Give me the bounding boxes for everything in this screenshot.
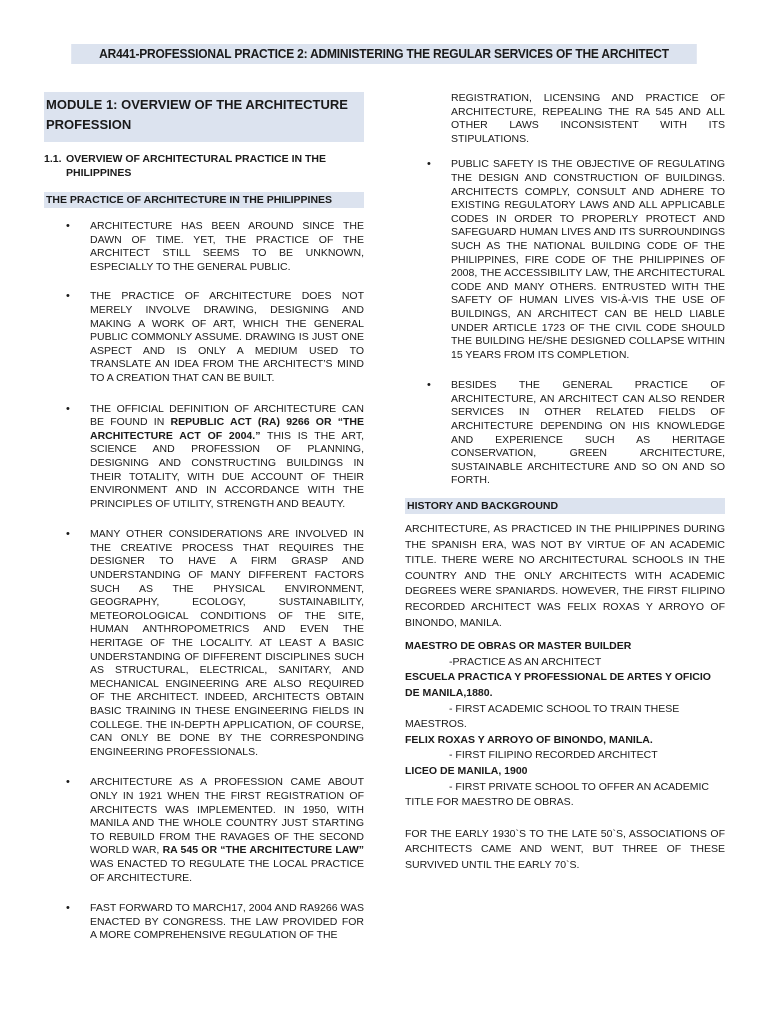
bullet-text: FAST FORWARD TO MARCH17, 2004 AND RA9266 WAS ENACTED BY CONGRESS. THE LAW PROVIDED FOR A MORE COMPREHENSIVE REGULATION OF THE — [90, 902, 364, 942]
left-column — [44, 92, 364, 959]
document-title: AR441-PROFESSIONAL PRACTICE 2: ADMINISTERING THE REGULAR SERVICES OF THE ARCHITECT — [71, 44, 697, 64]
subsection-title: OVERVIEW OF ARCHITECTURAL PRACTICE IN THE PHILIPPINES — [66, 153, 326, 179]
entry-title: MAESTRO DE OBRAS OR MASTER BUILDER — [405, 640, 632, 653]
bullet-text: WAS ENACTED TO REGULATE THE LOCAL PRACTICE OF ARCHITECTURE. — [90, 857, 364, 884]
list-item — [44, 902, 364, 943]
bullet-text: THE OFFICIAL DEFINITION OF ARCHITECTURE CAN BE FOUND IN — [90, 402, 364, 429]
bullet-text: THIS IS THE ART, SCIENCE AND PROFESSION OF PLANNING, DESIGNING AND CONSTRUCTING BUILDINGS IN THEIR TOTALITY, WITH DUE ACCOUNT OF THEIR ENVIRONMENT AND IN ACCORDANCE WITH THE PRINCIPLES OF UTILITY, STRENGTH AND BEAUTY. — [90, 429, 364, 510]
bullet-icon: • — [427, 158, 431, 171]
history-entry — [405, 764, 725, 811]
list-item — [44, 220, 364, 274]
bullet-text: ARCHITECTURE HAS BEEN AROUND SINCE THE DAWN OF TIME. YET, THE PRACTICE OF THE ARCHITECT STILL SEEMS TO BE UNKNOWN, ESPECIALLY TO THE GENERAL PUBLIC. — [90, 220, 364, 273]
entry-title: ESCUELA PRACTICA Y PROFESSIONAL DE ARTES Y OFICIO DE MANILA,1880. — [405, 671, 711, 699]
bullet-icon: • — [66, 528, 70, 541]
subsection-number: 1.1. — [44, 153, 62, 165]
bullet-icon: • — [66, 776, 70, 789]
law-reference: RA 545 OR “THE ARCHITECTURE LAW” — [162, 844, 364, 857]
history-entry — [405, 733, 725, 764]
bullet-icon: • — [427, 379, 431, 392]
bullet-text: BESIDES THE GENERAL PRACTICE OF ARCHITECTURE, AN ARCHITECT CAN ALSO RENDER SERVICES IN OTHER RELATED FIELDS OF ARCHITECTURE DEPENDING ON HIS KNOWLEDGE AND EXPERIENCE SUCH AS HERITAGE CONSERVATION, GREEN ARCHITECTURE, SUSTAINABLE ARCHITECTURE AND SO ON AND SO FORTH. — [451, 379, 725, 487]
bullet-text: MANY OTHER CONSIDERATIONS ARE INVOLVED IN THE CREATIVE PROCESS THAT REQUIRES THE DESIGNER TO HAVE A FIRM GRASP AND UNDERSTANDING OF MANY DIFFERENT FACTORS SUCH AS THE PHYSICAL ENVIRONMENT, GEOGRAPHY, ECOLOGY, SUSTAINABILITY, METEOROLOGICAL CONDITIONS OF THE SITE, HUMAN ANTHROPOMETRICS AND EVEN THE HERITAGE OF THE LOCALITY. AT LEAST A BASIC UNDERSTANDING OF DIFFERENT DISCIPLINES SUCH AS STRUCTURAL, ELECTRICAL, SANITARY, AND MECHANICAL ENGINEERING ARE ALSO REQUIRED OF THE ARCHITECT. INDEED, ARCHITECTS OBTAIN BASIC TRAINING IN THESE ENGINEERING FIELDS IN COLLEGE. THE IN-DEPTH APPLICATION, OF COURSE, CAN ONLY BE DONE BY THE CORRESPONDING ENGINEERING PROFESSIONALS. — [90, 528, 364, 758]
history-entries — [405, 639, 725, 811]
history-entry — [405, 670, 725, 732]
list-item — [405, 379, 725, 488]
module-title: MODULE 1: OVERVIEW OF THE ARCHITECTURE PROFESSION — [44, 92, 364, 142]
subsection-heading — [44, 152, 364, 180]
bullet-icon: • — [66, 220, 70, 232]
list-item — [405, 158, 725, 362]
bullet-text: THE PRACTICE OF ARCHITECTURE DOES NOT MERELY INVOLVE DRAWING, DESIGNING AND MAKING A WORK OF ART, WHICH THE GENERAL PUBLIC COMMONLY ASSUME. DRAWING IS JUST ONE ASPECT AND IS ONLY A MEDIUM USED TO TRANSLATE AN IDEA FROM THE ARCHITECT’S MIND TO A CREATION THAT CAN BE BUILT. — [90, 290, 364, 384]
entry-description: - FIRST PRIVATE SCHOOL TO OFFER AN ACADEMIC TITLE FOR MAESTRO DE OBRAS. — [405, 780, 710, 809]
history-paragraph: ARCHITECTURE, AS PRACTICED IN THE PHILIPPINES DURING THE SPANISH ERA, WAS NOT BY VIRTUE OF AN ACADEMIC TITLE. THERE WERE NO ARCHITECTURAL SCHOOLS IN THE COUNTRY AND THE ONLY ARCHITECTS WITH ACADEMIC DEGREES WERE SPANIARDS. HOWEVER, THE FIRST FILIPINO RECORDED ARCHITECT WAS FELIX ROXAS Y ARROYO OF BINONDO, MANILA. — [405, 523, 725, 629]
law-reference: REPUBLIC ACT (RA) 9266 OR “THE ARCHITECTURE ACT OF 2004.” — [90, 416, 365, 442]
entry-title: FELIX ROXAS Y ARROYO OF BINONDO, MANILA. — [405, 733, 653, 746]
list-item — [44, 776, 364, 885]
entry-description: -PRACTICE AS AN ARCHITECT — [449, 655, 602, 668]
bullet-text: PUBLIC SAFETY IS THE OBJECTIVE OF REGULATING THE DESIGN AND CONSTRUCTION OF BUILDINGS. ARCHITECTS COMPLY, CONSULT AND ADHERE TO EXISTING REGULATORY LAWS AND ALL APPLICABLE CODES IN ORDER TO PROPERLY PROTECT AND SAFEGUARD HUMAN LIVES AND ITS SURROUNDINGS SUCH AS THE NATIONAL BUILDING CODE OF THE PHILIPPINES, FIRE CODE OF THE PHILIPPINES OF 2008, THE ACCESSIBILITY LAW, THE ARCHITECTURAL CODE AND MANY OTHERS. ENTRUSTED WITH THE SAFETY OF HUMAN LIVES VIS-À-VIS THE USE OF BUILDINGS, AN ARCHITECT CAN BE HELD LIABLE UNDER ARTICLE 1723 OF THE CIVIL CODE SHOULD THE BUILDING HE/SHE DESIGNED COLLAPSE WITHIN 15 YEARS FROM ITS COMPLETION. — [451, 158, 725, 361]
entry-title: LICEO DE MANILA, 1900 — [405, 764, 528, 777]
bullet-text: ARCHITECTURE AS A PROFESSION CAME ABOUT ONLY IN 1921 WHEN THE FIRST REGISTRATION OF ARCHITECTS WAS IMPLEMENTED. IN 1950, WITH MANILA AND THE WHOLE COUNTRY JUST STARTING TO REBUILD FROM THE RAVAGES OF THE SECOND WORLD WAR, — [90, 776, 364, 857]
right-column — [405, 92, 725, 874]
right-bullet-list — [405, 158, 725, 488]
practice-bullet-list — [44, 220, 364, 943]
list-item — [44, 528, 364, 759]
entry-description: - FIRST ACADEMIC SCHOOL TO TRAIN THESE MAESTROS. — [405, 702, 680, 731]
bullet-icon: • — [66, 290, 70, 303]
entry-description: - FIRST FILIPINO RECORDED ARCHITECT — [449, 749, 658, 762]
continued-bullet-text: REGISTRATION, LICENSING AND PRACTICE OF ARCHITECTURE, REPEALING THE RA 545 AND ALL OTHER LAWS INCONSISTENT WITH ITS STIPULATIONS. — [451, 92, 725, 145]
closing-paragraph: FOR THE EARLY 1930`S TO THE LATE 50`S, ASSOCIATIONS OF ARCHITECTS CAME AND WENT, BUT THREE OF THESE SURVIVED UNTIL THE EARLY 70`S. — [405, 827, 725, 871]
list-item — [44, 290, 364, 385]
section-heading-history: HISTORY AND BACKGROUND — [405, 498, 725, 514]
section-heading-practice: THE PRACTICE OF ARCHITECTURE IN THE PHILIPPINES — [44, 192, 364, 208]
list-item — [44, 403, 364, 512]
history-entry — [405, 639, 725, 670]
bullet-icon: • — [66, 902, 70, 915]
bullet-icon: • — [66, 402, 70, 415]
